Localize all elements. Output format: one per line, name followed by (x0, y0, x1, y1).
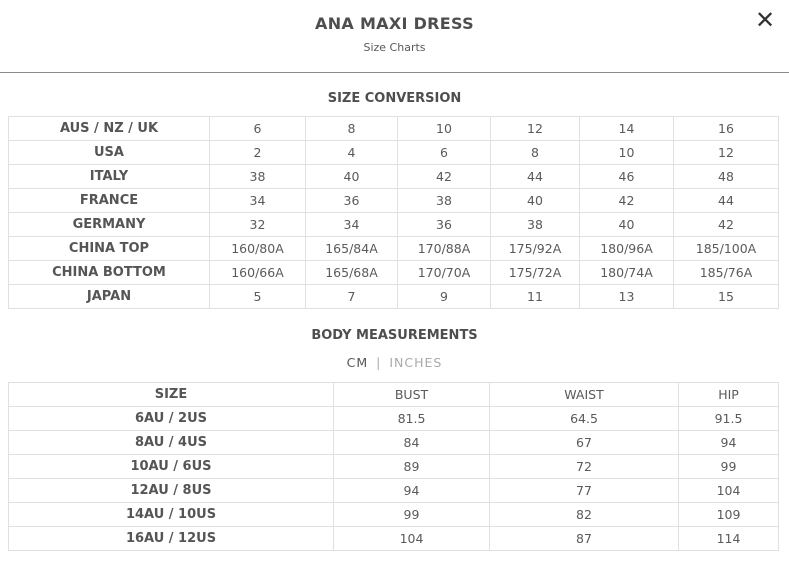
bust-cell: 81.5 (334, 407, 490, 431)
modal-header (0, 0, 789, 73)
table-row (9, 189, 779, 213)
region-label: JAPAN (9, 285, 210, 309)
waist-cell: 77 (490, 479, 679, 503)
region-label: CHINA TOP (9, 237, 210, 261)
column-header: WAIST (490, 383, 679, 407)
size-cell: 13 (580, 285, 674, 309)
size-cell: 4 (306, 141, 398, 165)
region-label: ITALY (9, 165, 210, 189)
hip-cell: 94 (679, 431, 779, 455)
size-cell: 170/70A (398, 261, 491, 285)
size-cell: 42 (580, 189, 674, 213)
size-cell: 160/66A (210, 261, 306, 285)
size-conversion-title: SIZE CONVERSION (327, 91, 462, 106)
region-label: GERMANY (9, 213, 210, 237)
size-label: 10AU / 6US (9, 455, 334, 479)
size-cell: 12 (491, 117, 580, 141)
page-title: ANA MAXI DRESS (315, 14, 474, 33)
hip-cell: 91.5 (679, 407, 779, 431)
bust-cell: 99 (334, 503, 490, 527)
hip-cell: 109 (679, 503, 779, 527)
size-cell: 180/96A (580, 237, 674, 261)
table-row (9, 527, 779, 551)
size-cell: 175/92A (491, 237, 580, 261)
column-header: SIZE (9, 383, 334, 407)
size-cell: 170/88A (398, 237, 491, 261)
region-label: FRANCE (9, 189, 210, 213)
size-cell: 6 (398, 141, 491, 165)
size-cell: 6 (210, 117, 306, 141)
waist-cell: 87 (490, 527, 679, 551)
size-cell: 185/100A (674, 237, 779, 261)
size-cell: 38 (491, 213, 580, 237)
size-cell: 38 (398, 189, 491, 213)
hip-cell: 104 (679, 479, 779, 503)
region-label: AUS / NZ / UK (9, 117, 210, 141)
unit-inches-option[interactable]: INCHES (389, 355, 443, 370)
size-cell: 40 (580, 213, 674, 237)
region-label: CHINA BOTTOM (9, 261, 210, 285)
size-cell: 180/74A (580, 261, 674, 285)
size-cell: 36 (398, 213, 491, 237)
close-icon[interactable]: ✕ (754, 6, 776, 34)
body-measurements-title: BODY MEASUREMENTS (311, 328, 478, 343)
bust-cell: 94 (334, 479, 490, 503)
size-cell: 34 (210, 189, 306, 213)
size-cell: 46 (580, 165, 674, 189)
size-cell: 44 (674, 189, 779, 213)
size-cell: 40 (306, 165, 398, 189)
table-row (9, 237, 779, 261)
body-measurements-table (8, 382, 779, 551)
hip-cell: 99 (679, 455, 779, 479)
waist-cell: 82 (490, 503, 679, 527)
size-cell: 16 (674, 117, 779, 141)
size-conversion-table (8, 116, 779, 309)
waist-cell: 67 (490, 431, 679, 455)
unit-toggle (0, 355, 789, 370)
size-cell: 12 (674, 141, 779, 165)
size-cell: 8 (306, 117, 398, 141)
table-row (9, 165, 779, 189)
size-cell: 5 (210, 285, 306, 309)
table-row (9, 479, 779, 503)
size-cell: 36 (306, 189, 398, 213)
size-cell: 10 (398, 117, 491, 141)
size-cell: 48 (674, 165, 779, 189)
size-cell: 32 (210, 213, 306, 237)
table-row (9, 261, 779, 285)
size-cell: 11 (491, 285, 580, 309)
table-header-row (9, 383, 779, 407)
table-row (9, 455, 779, 479)
size-cell: 165/84A (306, 237, 398, 261)
bust-cell: 104 (334, 527, 490, 551)
size-cell: 10 (580, 141, 674, 165)
size-label: 12AU / 8US (9, 479, 334, 503)
size-cell: 160/80A (210, 237, 306, 261)
bust-cell: 89 (334, 455, 490, 479)
page-subtitle: Size Charts (363, 41, 426, 54)
region-label: USA (9, 141, 210, 165)
size-cell: 2 (210, 141, 306, 165)
waist-cell: 72 (490, 455, 679, 479)
size-label: 14AU / 10US (9, 503, 334, 527)
size-cell: 185/76A (674, 261, 779, 285)
size-cell: 8 (491, 141, 580, 165)
column-header: BUST (334, 383, 490, 407)
size-cell: 40 (491, 189, 580, 213)
size-cell: 38 (210, 165, 306, 189)
size-cell: 15 (674, 285, 779, 309)
size-cell: 7 (306, 285, 398, 309)
column-header: HIP (679, 383, 779, 407)
table-row (9, 407, 779, 431)
size-cell: 9 (398, 285, 491, 309)
table-row (9, 141, 779, 165)
size-cell: 14 (580, 117, 674, 141)
waist-cell: 64.5 (490, 407, 679, 431)
size-cell: 42 (674, 213, 779, 237)
table-row (9, 503, 779, 527)
table-row (9, 431, 779, 455)
size-label: 8AU / 4US (9, 431, 334, 455)
table-row (9, 117, 779, 141)
size-label: 6AU / 2US (9, 407, 334, 431)
bust-cell: 84 (334, 431, 490, 455)
size-cell: 165/68A (306, 261, 398, 285)
unit-separator: | (376, 355, 382, 370)
size-cell: 44 (491, 165, 580, 189)
size-cell: 42 (398, 165, 491, 189)
unit-cm-option[interactable]: CM (346, 355, 369, 370)
table-row (9, 213, 779, 237)
size-cell: 34 (306, 213, 398, 237)
hip-cell: 114 (679, 527, 779, 551)
table-row (9, 285, 779, 309)
size-cell: 175/72A (491, 261, 580, 285)
size-label: 16AU / 12US (9, 527, 334, 551)
